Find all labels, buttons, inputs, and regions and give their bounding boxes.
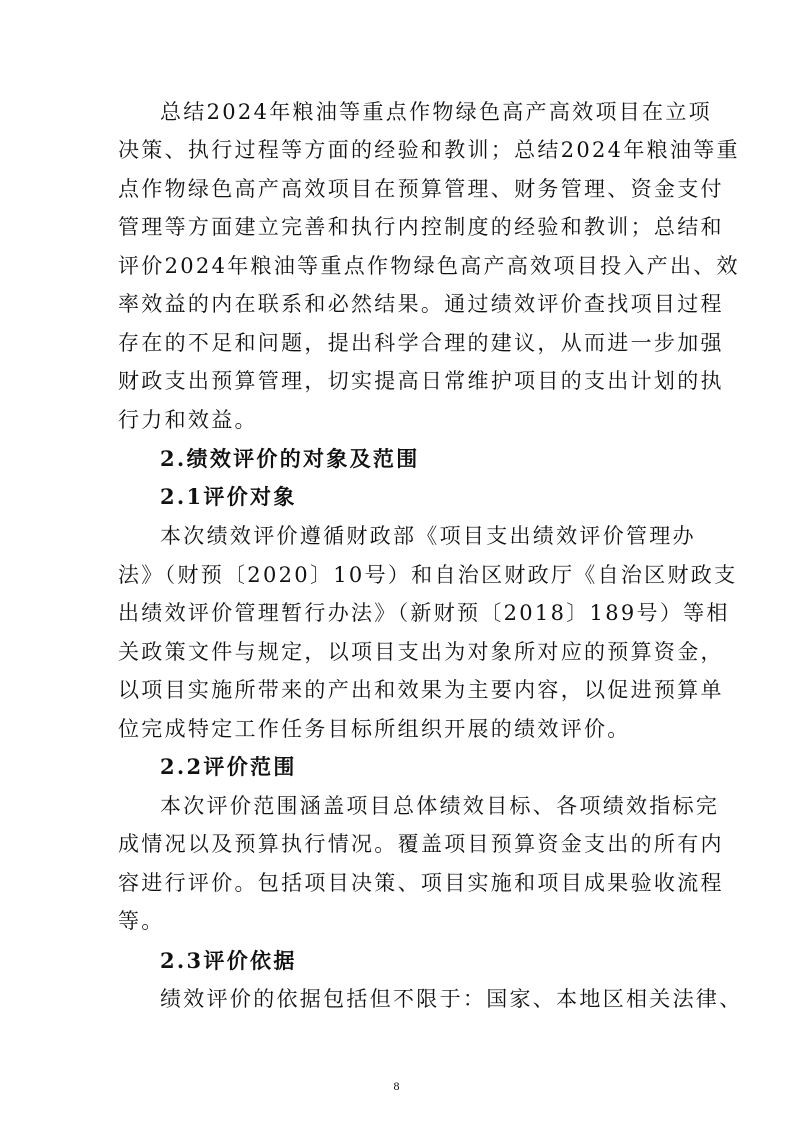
text-line: 率效益的内在联系和必然结果。通过绩效评价查找项目过程 xyxy=(118,292,724,316)
section-heading-2-3: 2.3评价依据 xyxy=(160,948,297,973)
text-line: 成情况以及预算执行情况。覆盖项目预算资金支出的所有内 xyxy=(118,832,724,856)
page-number: 8 xyxy=(393,1079,400,1093)
text-line: 本次评价范围涵盖项目总体绩效目标、各项绩效指标完 xyxy=(160,794,720,818)
text-line: 本次绩效评价遵循财政部《项目支出绩效评价管理办 xyxy=(160,524,696,548)
text-line: 容进行评价。包括项目决策、项目实施和项目成果验收流程 xyxy=(118,871,724,895)
text-line: 评价2024年粮油等重点作物绿色高产高效项目投入产出、效 xyxy=(118,254,740,278)
text-line: 行力和效益。 xyxy=(118,408,258,432)
text-line: 财政支出预算管理，切实提高日常维护项目的支出计划的执 xyxy=(118,369,724,393)
text-line: 决策、执行过程等方面的经验和教训；总结2024年粮油等重 xyxy=(118,138,740,162)
section-heading-2: 2.绩效评价的对象及范围 xyxy=(160,446,420,471)
section-heading-2-2: 2.2评价范围 xyxy=(160,754,297,779)
text-line: 以项目实施所带来的产出和效果为主要内容，以促进预算单 xyxy=(118,678,724,702)
text-line: 出绩效评价管理暂行办法》（新财预〔2018〕189号）等相 xyxy=(118,601,730,625)
text-line: 位完成特定工作任务目标所组织开展的绩效评价。 xyxy=(118,717,631,741)
text-line: 总结2024年粮油等重点作物绿色高产高效项目在立项 xyxy=(160,100,712,124)
text-line: 点作物绿色高产高效项目在预算管理、财务管理、资金支付 xyxy=(118,177,724,201)
text-line: 存在的不足和问题，提出科学合理的建议，从而进一步加强 xyxy=(118,331,724,355)
text-line: 关政策文件与规定，以项目支出为对象所对应的预算资金， xyxy=(118,640,724,664)
text-line: 绩效评价的依据包括但不限于：国家、本地区相关法律、 xyxy=(160,987,743,1011)
text-line: 等。 xyxy=(118,909,165,933)
text-line: 法》（财预〔2020〕10号）和自治区财政厅《自治区财政支 xyxy=(118,563,738,587)
text-line: 管理等方面建立完善和执行内控制度的经验和教训；总结和 xyxy=(118,215,724,239)
section-heading-2-1: 2.1评价对象 xyxy=(160,484,297,509)
